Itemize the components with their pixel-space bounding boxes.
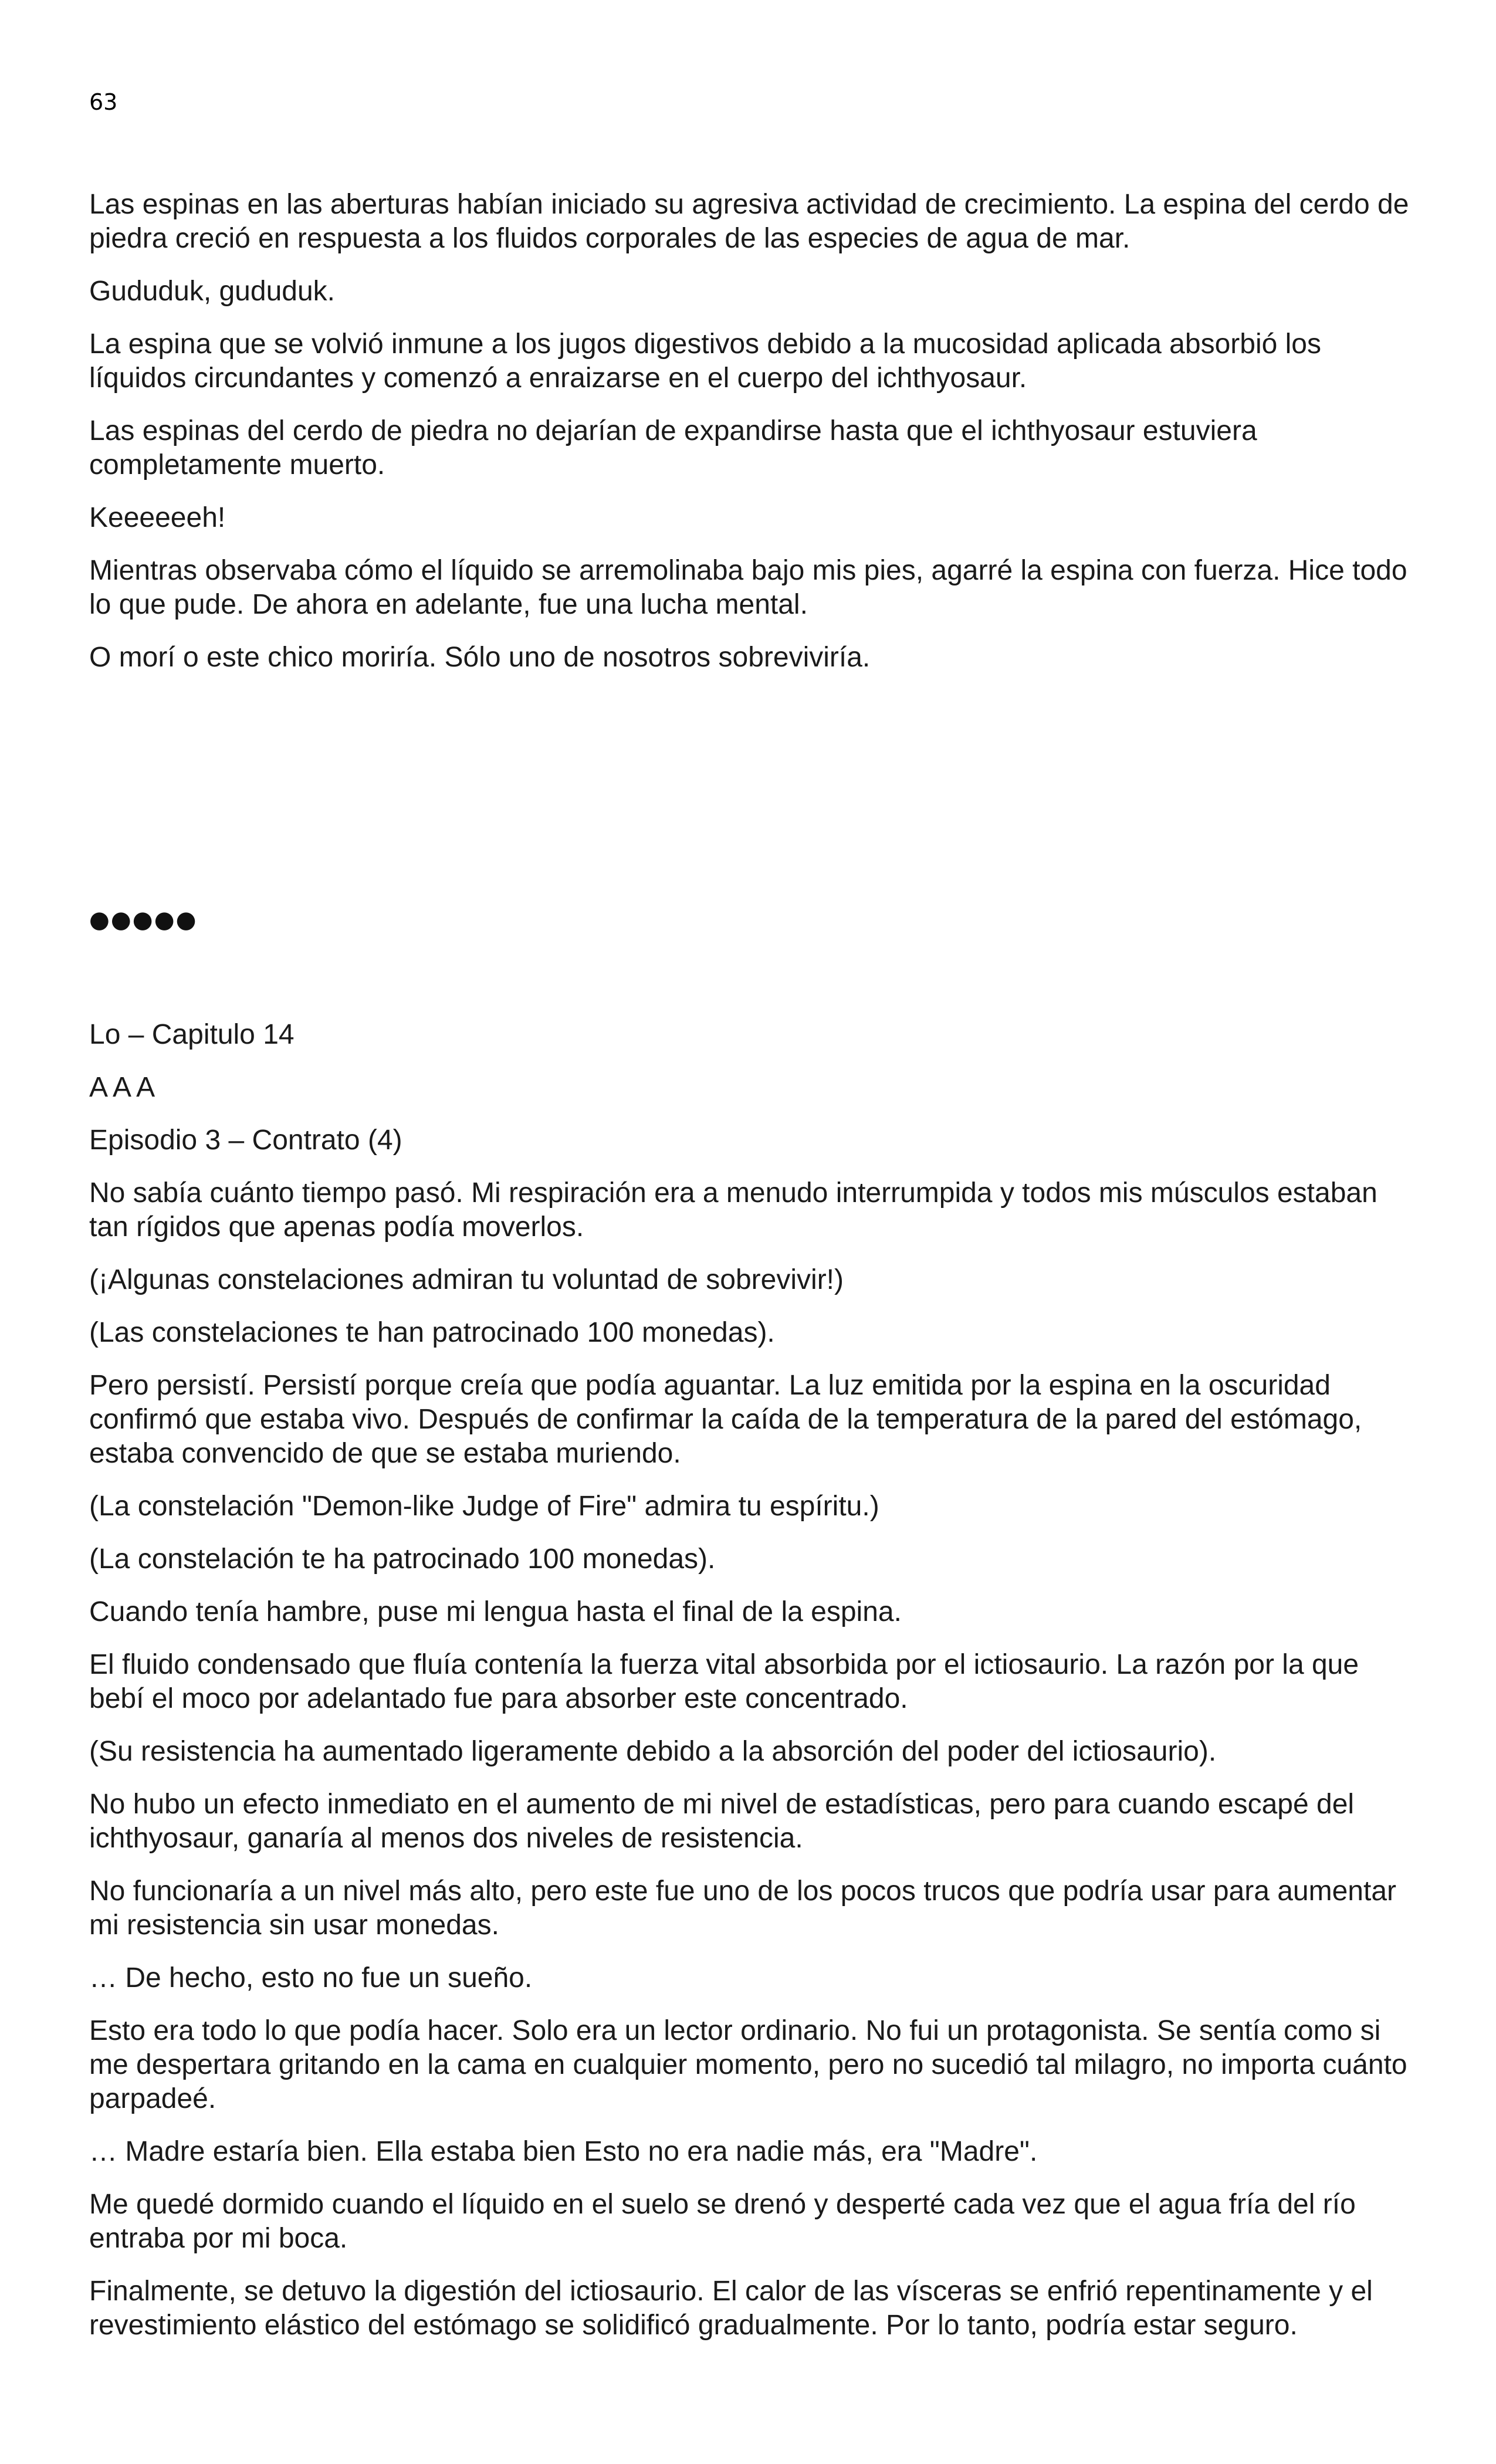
paragraph: (Las constelaciones te han patrocinado 100 monedas). bbox=[89, 1317, 775, 1348]
paragraph: Cuando tenía hambre, puse mi lengua hasta el final de la espina. bbox=[89, 1596, 902, 1627]
paragraph: (¡Algunas constelaciones admiran tu voluntad de sobrevivir!) bbox=[89, 1264, 844, 1295]
text-block-second bbox=[89, 1018, 1421, 2361]
episode-title: Episodio 3 – Contrato (4) bbox=[89, 1125, 402, 1156]
font-size-controls: A A A bbox=[89, 1072, 155, 1103]
paragraph: Gududuk, gududuk. bbox=[89, 276, 335, 307]
paragraph: Las espinas en las aberturas habían iniciado su agresiva actividad de crecimiento. La espina del cerdo de piedra creció en respuesta a los fluidos corporales de las especies de agua de mar. bbox=[89, 189, 1409, 254]
paragraph: Pero persistí. Persistí porque creía que podía aguantar. La luz emitida por la espina en la oscuridad confirmó que estaba vivo. Después de confirmar la caída de la temperatura de la pared del estómago, estaba convencido de que se estaba muriendo. bbox=[89, 1370, 1362, 1469]
paragraph: O morí o este chico moriría. Sólo uno de nosotros sobreviviría. bbox=[89, 642, 871, 673]
paragraph: Mientras observaba cómo el líquido se arremolinaba bajo mis pies, agarré la espina con fuerza. Hice todo lo que pude. De ahora en adelante, fue una lucha mental. bbox=[89, 555, 1407, 620]
section-separator: ●●●●● bbox=[89, 906, 198, 933]
paragraph: No funcionaría a un nivel más alto, pero este fue uno de los pocos trucos que podría usar para aumentar mi resistencia sin usar monedas. bbox=[89, 1876, 1397, 1941]
page-number: 63 bbox=[89, 89, 118, 115]
paragraph: Las espinas del cerdo de piedra no dejarían de expandirse hasta que el ichthyosaur estuviera completamente muerto. bbox=[89, 415, 1257, 480]
paragraph: El fluido condensado que fluía contenía la fuerza vital absorbida por el ictiosaurio. La razón por la que bebí el moco por adelantado fue para absorber este concentrado. bbox=[89, 1649, 1359, 1714]
paragraph: … De hecho, esto no fue un sueño. bbox=[89, 1962, 533, 1993]
paragraph: Esto era todo lo que podía hacer. Solo era un lector ordinario. No fui un protagonista. Se sentía como si me despertara gritando en la cama en cualquier momento, pero no sucedió tal milagro, no importa cuánto parpadeé. bbox=[89, 2015, 1407, 2114]
paragraph: La espina que se volvió inmune a los jugos digestivos debido a la mucosidad aplicada absorbió los líquidos circundantes y comenzó a enraizarse en el cuerpo del ichthyosaur. bbox=[89, 329, 1321, 394]
paragraph: (La constelación "Demon-like Judge of Fire" admira tu espíritu.) bbox=[89, 1491, 879, 1522]
chapter-title: Lo – Capitulo 14 bbox=[89, 1019, 295, 1050]
text-block-first bbox=[89, 188, 1421, 693]
paragraph: (Su resistencia ha aumentado ligeramente debido a la absorción del poder del ictiosaurio). bbox=[89, 1736, 1217, 1767]
paragraph: Finalmente, se detuvo la digestión del ictiosaurio. El calor de las vísceras se enfrió repentinamente y el revestimiento elástico del estómago se solidificó gradualmente. Por lo tanto, podría estar seguro. bbox=[89, 2276, 1373, 2341]
paragraph: No hubo un efecto inmediato en el aumento de mi nivel de estadísticas, pero para cuando escapé del ichthyosaur, ganaría al menos dos niveles de resistencia. bbox=[89, 1789, 1355, 1854]
paragraph: (La constelación te ha patrocinado 100 monedas). bbox=[89, 1544, 716, 1575]
paragraph: No sabía cuánto tiempo pasó. Mi respiración era a menudo interrumpida y todos mis músculos estaban tan rígidos que apenas podía moverlos. bbox=[89, 1177, 1377, 1243]
paragraph: Keeeeeeh! bbox=[89, 502, 226, 533]
paragraph: Me quedé dormido cuando el líquido en el suelo se drenó y desperté cada vez que el agua fría del río entraba por mi boca. bbox=[89, 2189, 1356, 2254]
paragraph: … Madre estaría bien. Ella estaba bien Esto no era nadie más, era "Madre". bbox=[89, 2136, 1038, 2167]
